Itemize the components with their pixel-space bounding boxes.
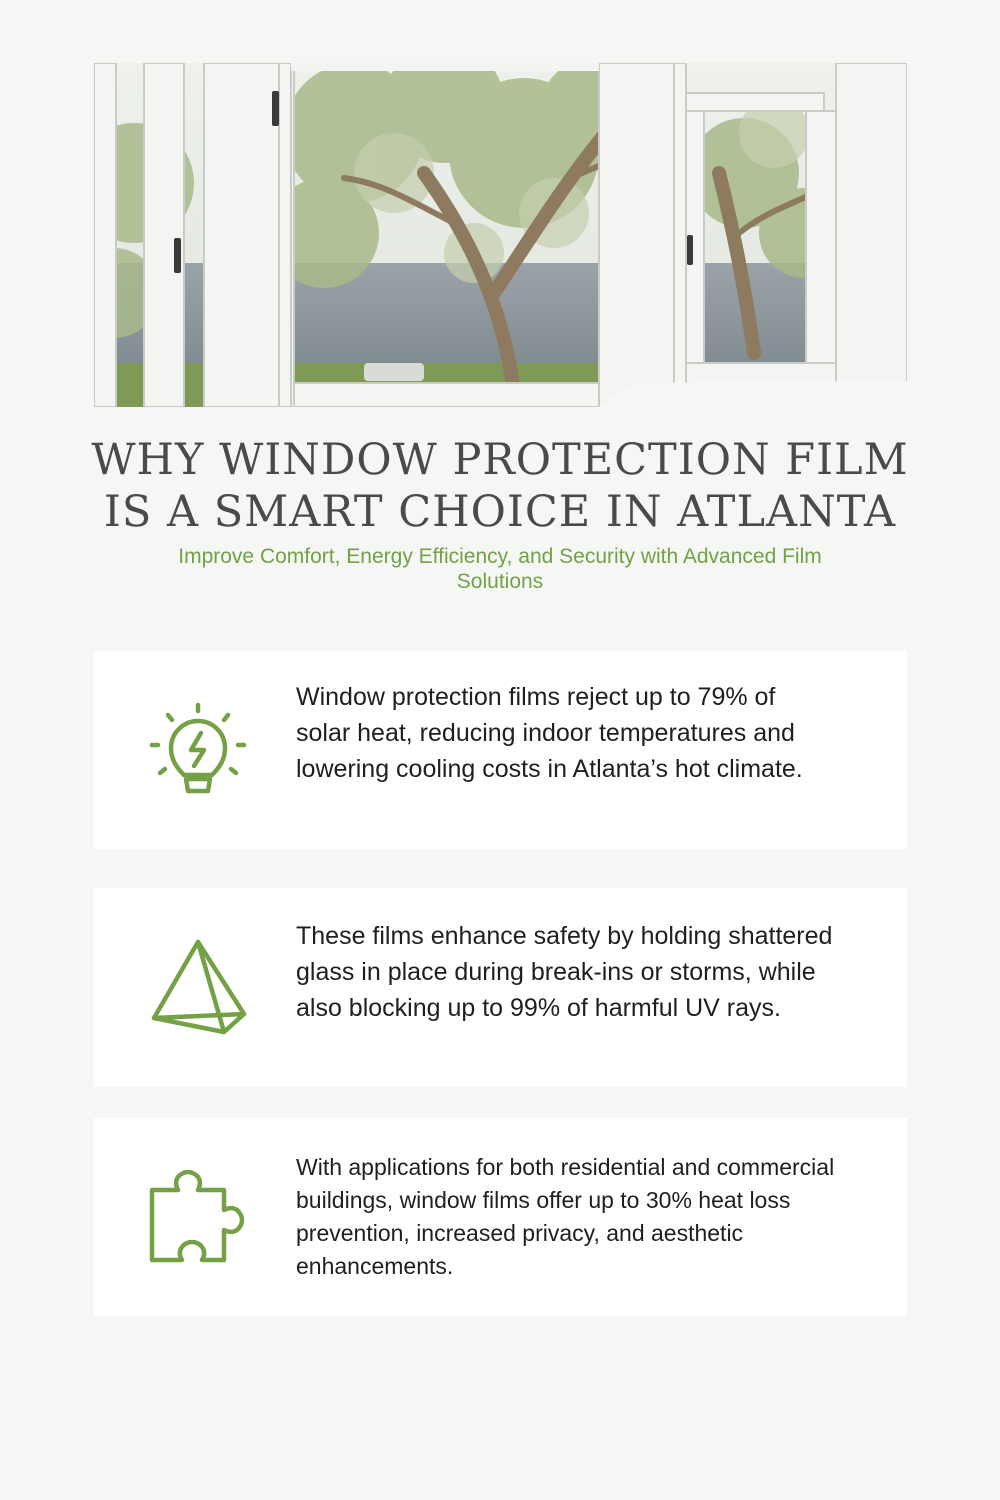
lightbulb-icon — [146, 699, 250, 803]
benefit-card-safety — [94, 888, 907, 1087]
pyramid-icon — [146, 936, 250, 1040]
window-view-photo — [94, 63, 907, 407]
puzzle-piece-icon — [146, 1170, 250, 1274]
page-title — [60, 434, 940, 538]
benefit-text: With applications for both residential and commercial buildings, window films offer up to 30% heat loss prevention, increased privacy, and aesthetic enhancements. — [296, 1154, 835, 1279]
benefit-card-applications — [94, 1118, 907, 1316]
benefit-text: These films enhance safety by holding shattered glass in place during break-ins or storms, while also blocking up to 99% of harmful UV rays. — [296, 922, 833, 1022]
hero-image — [94, 63, 907, 407]
title-line-2: IS A SMART CHOICE IN ATLANTA — [103, 487, 897, 537]
page-subtitle: Improve Comfort, Energy Efficiency, and Security with Advanced Film Solutions — [178, 545, 822, 593]
benefit-text: Window protection films reject up to 79% of solar heat, reducing indoor temperatures and lowering cooling costs in Atlanta’s hot climate. — [296, 683, 803, 783]
title-line-1: WHY WINDOW PROTECTION FILM — [91, 435, 909, 485]
benefit-card-heat — [94, 651, 907, 849]
